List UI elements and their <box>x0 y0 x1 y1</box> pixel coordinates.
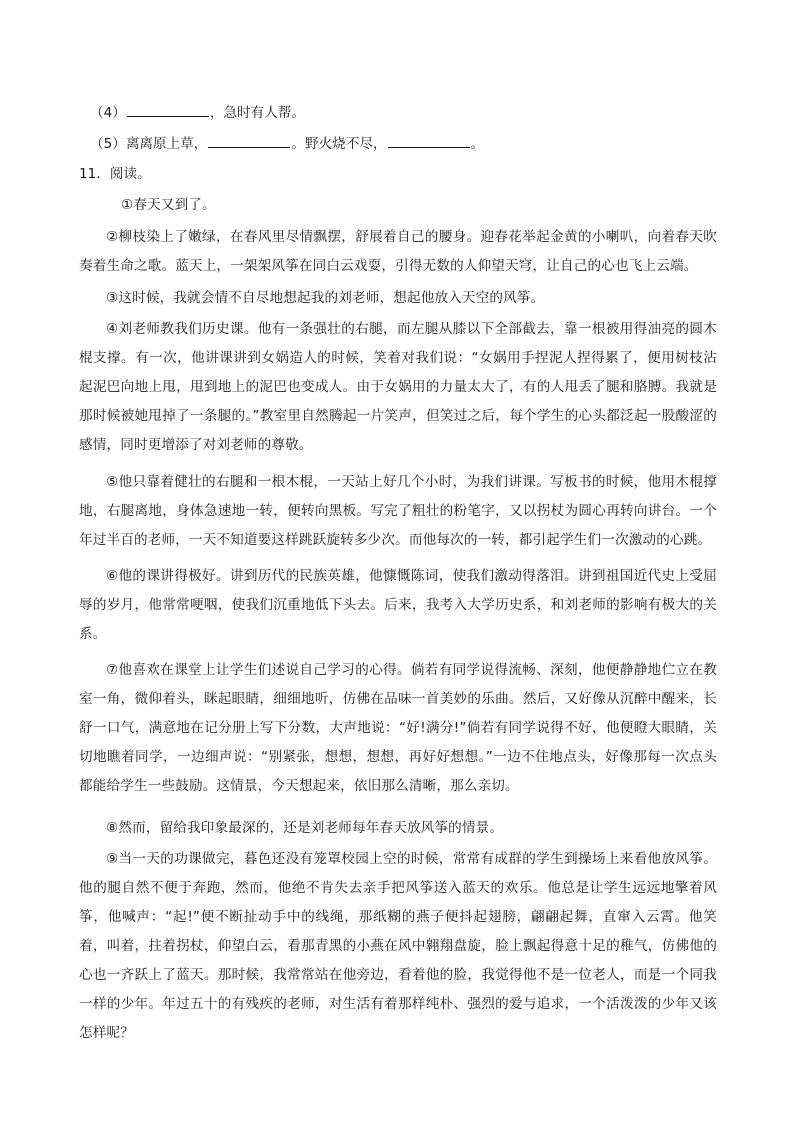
passage-paragraph-9: ⑨当一天的功课做完，暮色还没有笼罩校园上空的时候，常常有成群的学生到操场上来看他放风筝。他的腿自然不便于奔跑，然而，他绝不肯失去亲手把风筝送入蓝天的欢乐。他总是让学生远远地擎着风筝，他喊声：“起!”便不断扯动手中的线绳，那纸糊的燕子便抖起翅膀，翩翩起舞，直窜入云霄。他笑着，叫着，拄着拐杖，仰望白云，看那青黑的小燕在风中翱翔盘旋，脸上飘起得意十足的稚气，仿佛他的心也一齐跃上了蓝天。那时候，我常常站在他旁边，看着他的脸，我觉得他不是一位老人，而是一个同我一样的少年。年过五十的有残疾的老师，对生活有着那样纯朴、强烈的爱与追求，一个活泼泼的少年又该怎样呢？ <box>79 851 717 1041</box>
question-5 <box>90 133 484 154</box>
question-5-text-b: 。野火烧不尽， <box>291 136 387 152</box>
passage-paragraph-8: ⑧然而，留给我印象最深的，还是刘老师每年春天放风筝的情景。 <box>106 820 504 836</box>
passage-paragraph-6: ⑥他的课讲得极好。讲到历代的民族英雄，他慷慨陈词，使我们激动得落泪。讲到祖国近代史上受屈辱的岁月，他常常哽咽，使我们沉重地低下头去。后来，我考入大学历史系，和刘老师的影响有极大的关系。 <box>79 568 717 642</box>
passage-paragraph-5: ⑤他只靠着健壮的右腿和一根木棍，一天站上好几个小时，为我们讲课。写板书的时候，他用木棍撑地，右腿离地，身体急速地一转，便转向黑板。写完了粗壮的粉笔字，又以拐杖为圆心再转向讲台。一个年过半百的老师，一天不知道要这样跳跃旋转多少次。而他每次的一转，都引起学生们一次激动的心跳。 <box>79 474 717 548</box>
question-11-heading: 11．阅读。 <box>79 166 151 182</box>
passage-paragraph-7: ⑦他喜欢在课堂上让学生们述说自己学习的心得。倘若有同学说得流畅、深刻，他便静静地伫立在教室一角，微仰着头，眯起眼睛，细细地听，仿佛在品味一首美妙的乐曲。然后，又好像从沉醉中醒来，长舒一口气，满意地在记分册上写下分数，大声地说：“好!满分!”倘若有同学说得不好，他便瞪大眼睛，关切地瞧着同学，一边细声说：“别紧张，想想，想想，再好好想想。”一边不住地点头，好像那每一次点头都能给学生一些鼓励。这情景，今天想起来，依旧那么清晰，那么亲切。 <box>79 662 717 794</box>
question-4-text: ，急时有人帮。 <box>209 105 305 121</box>
question-5-text-c: 。 <box>470 136 485 152</box>
passage-paragraph-4: ④刘老师教我们历史课。他有一条强壮的右腿，而左腿从膝以下全部截去，靠一根被用得油亮的圆木棍支撑。有一次，他讲课讲到女娲造人的时候，笑着对我们说：“女娲用手捏泥人捏得累了，便用树枝沾起泥巴向地上甩，甩到地上的泥巴也变成人。由于女娲用的力量太大了，有的人甩丢了腿和胳膊。我就是那时候被她甩掉了一条腿的。”教室里自然腾起一片笑声，但笑过之后，每个学生的心头都泛起一股酸涩的感情，同时更增添了对刘老师的尊敬。 <box>79 321 717 453</box>
question-5-number: （5） <box>90 136 126 152</box>
answer-blank-5a[interactable] <box>208 133 290 148</box>
question-4-number: （4） <box>90 105 126 121</box>
question-4 <box>90 102 305 123</box>
passage-paragraph-3: ③这时候，我就会情不自尽地想起我的刘老师，想起他放入天空的风筝。 <box>106 290 545 306</box>
answer-blank-5b[interactable] <box>388 133 470 148</box>
passage-paragraph-1: ①春天又到了。 <box>121 197 216 213</box>
answer-blank-4[interactable] <box>127 102 209 117</box>
question-5-text-a: 离离原上草， <box>125 136 208 152</box>
passage-paragraph-2: ②柳枝染上了嫩绿，在春风里尽情飘摆，舒展着自己的腰身。迎春花举起金黄的小喇叭，向着春天吹奏着生命之歌。蓝天上，一架架风筝在同白云戏耍，引得无数的人仰望天穹，让自己的心也飞上云端。 <box>79 229 717 274</box>
